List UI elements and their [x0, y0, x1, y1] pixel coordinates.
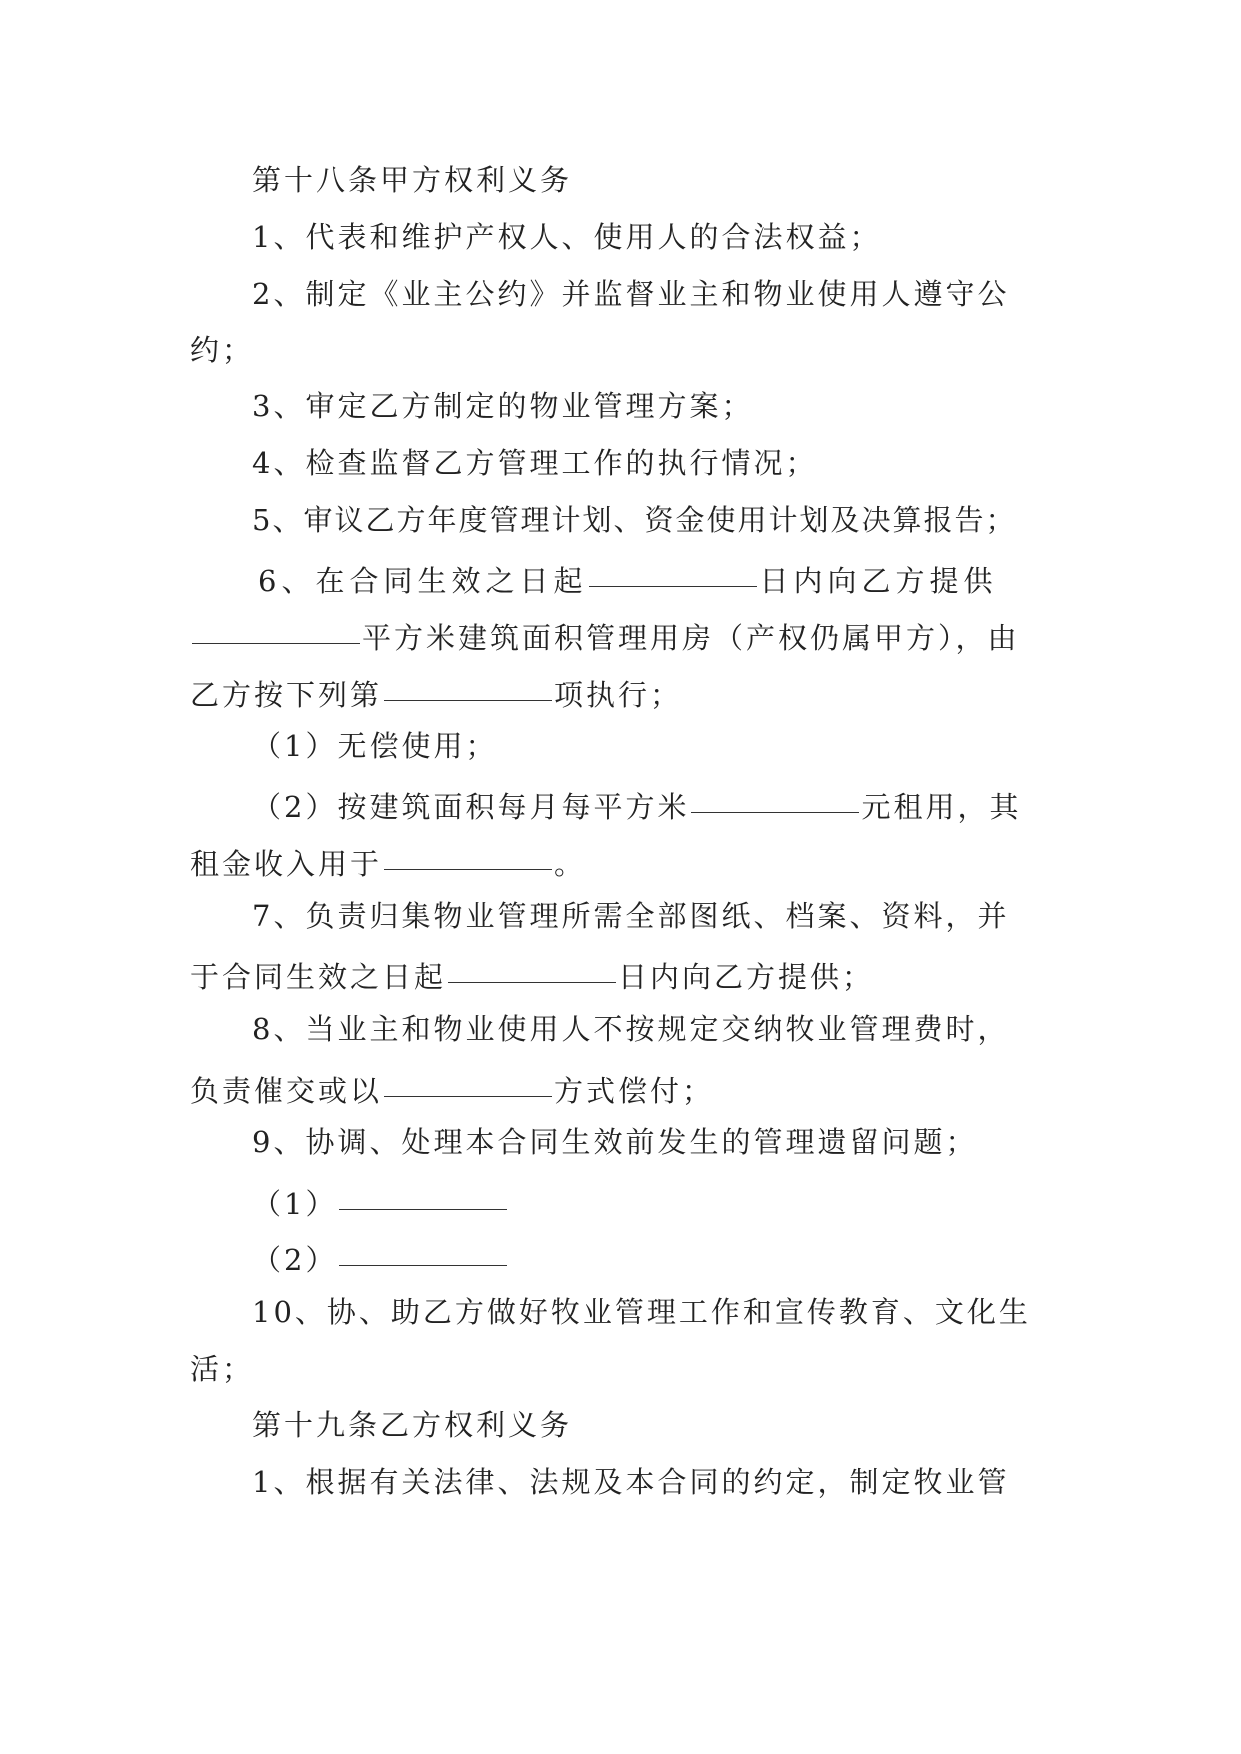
fill-in-blank[interactable]: [384, 1066, 552, 1097]
fill-in-blank[interactable]: [192, 613, 360, 644]
text-span: 10、协、助乙方做好牧业管理工作和宣传教育、文化生: [252, 1295, 1031, 1329]
text-span: 于合同生效之日起: [190, 960, 447, 994]
text-span: 租金收入用于: [190, 847, 383, 881]
text-span: （1）无偿使用；: [252, 729, 498, 763]
text-span: 乙方按下列第: [190, 678, 383, 712]
paragraph-line: [190, 952, 874, 992]
text-span: 约；: [190, 333, 255, 367]
text-span: 。: [554, 847, 587, 881]
text-span: （2）按建筑面积每月每平方米: [252, 790, 690, 824]
text-span: 负责催交或以: [190, 1074, 383, 1108]
fill-in-blank[interactable]: [339, 1179, 507, 1210]
text-span: （1）: [252, 1187, 338, 1221]
text-span: 日内向乙方提供；: [618, 960, 875, 994]
paragraph-line: [252, 782, 1021, 822]
article-19-heading: [252, 1405, 572, 1445]
paragraph-line: [190, 613, 1020, 653]
paragraph-line: [252, 1292, 1031, 1332]
text-span: 9、协调、处理本合同生效前发生的管理遗留问题；: [252, 1125, 978, 1159]
paragraph-line: [190, 839, 586, 879]
paragraph-line: [252, 726, 497, 766]
text-span: 元租用，其: [861, 790, 1022, 824]
fill-in-blank[interactable]: [384, 839, 552, 870]
text-span: 1、代表和维护产权人、使用人的合法权益；: [252, 220, 882, 254]
text-span: 1、根据有关法律、法规及本合同的约定，制定牧业管: [252, 1465, 1010, 1499]
paragraph-line: [190, 330, 254, 370]
text-span: 3、审定乙方制定的物业管理方案；: [252, 389, 754, 423]
paragraph-line: [252, 274, 1009, 314]
paragraph-line: [252, 1122, 977, 1162]
text-span: 第十九条乙方权利义务: [252, 1408, 573, 1442]
paragraph-line: [252, 1009, 1009, 1049]
paragraph-line: [258, 556, 997, 596]
text-span: 方式偿付；: [554, 1074, 715, 1108]
fill-in-blank[interactable]: [384, 670, 552, 701]
paragraph-line: [190, 670, 682, 710]
paragraph-line: [252, 443, 817, 483]
paragraph-line: [252, 217, 881, 257]
paragraph-line: [252, 1462, 1009, 1502]
text-span: 平方米建筑面积管理用房（产权仍属甲方），由: [362, 621, 1020, 655]
fill-in-blank[interactable]: [339, 1235, 507, 1266]
paragraph-line: [252, 1179, 509, 1219]
paragraph-line: [190, 1349, 254, 1389]
paragraph-line: [190, 1066, 714, 1106]
text-span: 5、审议乙方年度管理计划、资金使用计划及决算报告；: [252, 503, 1017, 537]
text-span: 日内向乙方提供: [759, 564, 998, 598]
text-span: 项执行；: [554, 678, 683, 712]
text-span: 4、检查监督乙方管理工作的执行情况；: [252, 446, 818, 480]
text-span: 7、负责归集物业管理所需全部图纸、档案、资料，并: [252, 899, 1010, 933]
text-span: 6、在合同生效之日起: [258, 564, 588, 598]
text-span: 8、当业主和物业使用人不按规定交纳牧业管理费时，: [252, 1012, 1010, 1046]
text-span: 活；: [190, 1352, 255, 1386]
article-18-heading: [252, 160, 572, 200]
fill-in-blank[interactable]: [691, 782, 859, 813]
paragraph-line: [252, 500, 1016, 540]
text-span: 2、制定《业主公约》并监督业主和物业使用人遵守公: [252, 277, 1010, 311]
paragraph-line: [252, 386, 753, 426]
paragraph-line: [252, 1235, 509, 1275]
paragraph-line: [252, 896, 1009, 936]
fill-in-blank[interactable]: [589, 556, 757, 587]
text-span: 第十八条甲方权利义务: [252, 163, 573, 197]
fill-in-blank[interactable]: [448, 952, 616, 983]
text-span: （2）: [252, 1243, 338, 1277]
